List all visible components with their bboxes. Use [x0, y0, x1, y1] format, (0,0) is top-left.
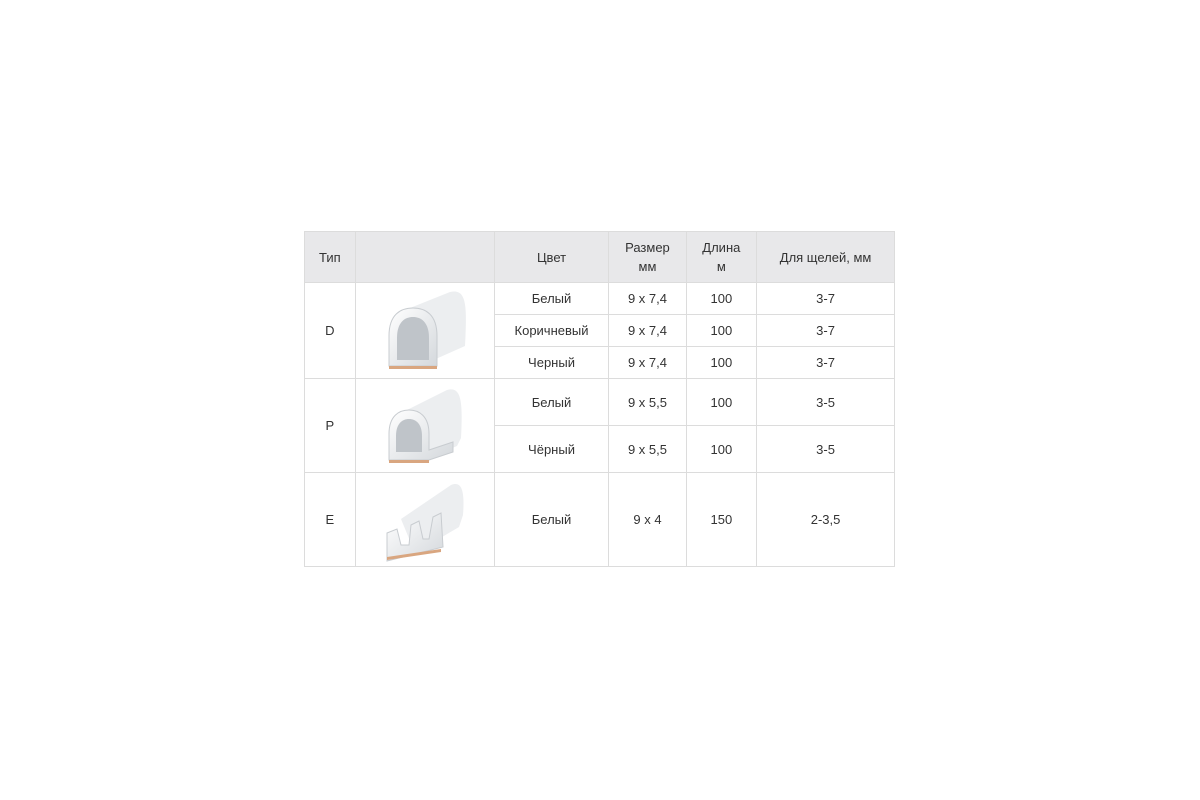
e-profile-seal-icon — [375, 475, 475, 565]
color-cell: Белый — [494, 473, 609, 567]
table-row — [305, 283, 895, 315]
length-cell: 100 — [686, 347, 757, 379]
header-type: Тип — [305, 232, 356, 283]
gap-cell: 3-7 — [757, 315, 895, 347]
header-size-line2: мм — [638, 259, 657, 274]
size-cell: 9 x 5,5 — [609, 379, 686, 426]
seal-profile-table — [304, 231, 895, 567]
header-image — [355, 232, 494, 283]
header-length-line2: м — [716, 259, 726, 274]
size-cell: 9 x 7,4 — [609, 315, 686, 347]
length-cell: 100 — [686, 283, 757, 315]
color-cell: Черный — [494, 347, 609, 379]
header-length — [686, 232, 757, 283]
type-cell-p: P — [305, 379, 356, 473]
gap-cell: 3-7 — [757, 283, 895, 315]
gap-cell: 3-5 — [757, 379, 895, 426]
e-profile-image-cell — [355, 473, 494, 567]
header-size — [609, 232, 686, 283]
d-profile-seal-icon — [375, 286, 475, 376]
length-cell: 100 — [686, 426, 757, 473]
length-cell: 100 — [686, 315, 757, 347]
header-gap: Для щелей, мм — [757, 232, 895, 283]
size-cell: 9 x 5,5 — [609, 426, 686, 473]
header-size-line1: Размер — [625, 240, 670, 255]
size-cell: 9 x 4 — [609, 473, 686, 567]
color-cell: Белый — [494, 379, 609, 426]
color-cell: Чёрный — [494, 426, 609, 473]
header-length-line1: Длина — [702, 240, 741, 255]
size-cell: 9 x 7,4 — [609, 347, 686, 379]
table-row — [305, 473, 895, 567]
type-cell-d: D — [305, 283, 356, 379]
gap-cell: 3-5 — [757, 426, 895, 473]
gap-cell: 3-7 — [757, 347, 895, 379]
header-color: Цвет — [494, 232, 609, 283]
p-profile-image-cell — [355, 379, 494, 473]
table-header-row — [305, 232, 895, 283]
color-cell: Коричневый — [494, 315, 609, 347]
type-cell-e: E — [305, 473, 356, 567]
length-cell: 150 — [686, 473, 757, 567]
size-cell: 9 x 7,4 — [609, 283, 686, 315]
p-profile-seal-icon — [375, 382, 475, 470]
d-profile-image-cell — [355, 283, 494, 379]
gap-cell: 2-3,5 — [757, 473, 895, 567]
length-cell: 100 — [686, 379, 757, 426]
color-cell: Белый — [494, 283, 609, 315]
table-row — [305, 379, 895, 426]
